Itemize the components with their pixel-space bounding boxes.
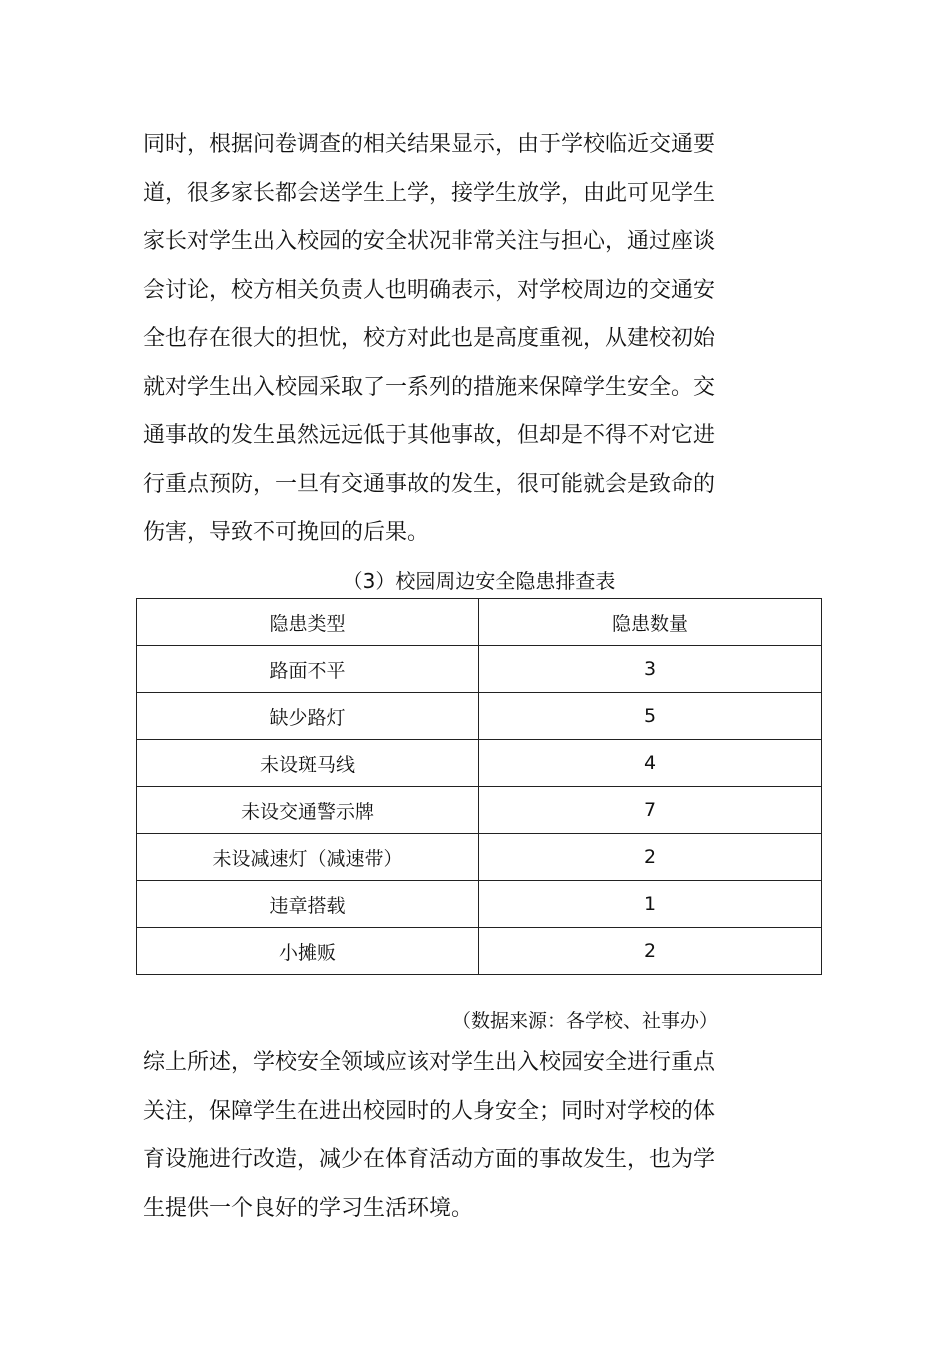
hazard-type-cell: 路面不平 bbox=[137, 646, 479, 693]
table-row bbox=[137, 646, 822, 693]
hazard-count-cell: 3 bbox=[479, 646, 822, 693]
header-hazard-type: 隐患类型 bbox=[137, 599, 479, 646]
hazard-type-cell: 未设斑马线 bbox=[137, 740, 479, 787]
text-line: 道，很多家长都会送学生上学，接学生放学，由此可见学生 bbox=[143, 180, 716, 206]
hazard-table bbox=[136, 598, 822, 975]
text-line: 育设施进行改造，减少在体育活动方面的事故发生，也为学 bbox=[143, 1147, 716, 1172]
text-line: 行重点预防，一旦有交通事故的发生，很可能就会是致命的 bbox=[143, 471, 716, 497]
hazard-count-cell: 7 bbox=[479, 787, 822, 834]
hazard-type-cell: 缺少路灯 bbox=[137, 693, 479, 740]
text-line: 综上所述，学校安全领域应该对学生出入校园安全进行重点 bbox=[143, 1050, 716, 1075]
text-line: 关注，保障学生在进出校园时的人身安全；同时对学校的体 bbox=[143, 1098, 716, 1124]
data-source-note: （数据来源：各学校、社事办） bbox=[452, 1010, 719, 1032]
paragraph-traffic-concern bbox=[143, 121, 743, 558]
text-line: 会讨论，校方相关负责人也明确表示，对学校周边的交通安 bbox=[143, 277, 716, 303]
text-line: 通事故的发生虽然远远低于其他事故，但却是不得不对它进 bbox=[143, 423, 716, 448]
text-line: 家长对学生出入校园的安全状况非常关注与担心，通过座谈 bbox=[143, 229, 716, 254]
text-line: 就对学生出入校园采取了一系列的措施来保障学生安全。交 bbox=[143, 374, 716, 400]
table-row bbox=[137, 834, 822, 881]
table-row bbox=[137, 740, 822, 787]
hazard-count-cell: 2 bbox=[479, 834, 822, 881]
header-hazard-count: 隐患数量 bbox=[479, 599, 822, 646]
table-caption: （3）校园周边安全隐患排查表 bbox=[342, 569, 616, 593]
table-row bbox=[137, 928, 822, 975]
text-line: 伤害，导致不可挽回的后果。 bbox=[143, 520, 430, 545]
hazard-type-cell: 小摊贩 bbox=[137, 928, 479, 975]
table-header-row bbox=[137, 599, 822, 646]
table-row bbox=[137, 787, 822, 834]
hazard-type-cell: 违章搭载 bbox=[137, 881, 479, 928]
text-line: 同时，根据问卷调查的相关结果显示，由于学校临近交通要 bbox=[143, 132, 716, 157]
hazard-type-cell: 未设交通警示牌 bbox=[137, 787, 479, 834]
text-line: 全也存在很大的担忧，校方对此也是高度重视，从建校初始 bbox=[143, 326, 716, 351]
table-row bbox=[137, 881, 822, 928]
table-row bbox=[137, 693, 822, 740]
hazard-type-cell: 未设减速灯（减速带） bbox=[137, 834, 479, 881]
text-line: 生提供一个良好的学习生活环境。 bbox=[143, 1195, 474, 1221]
paragraph-conclusion bbox=[143, 1039, 743, 1233]
hazard-count-cell: 2 bbox=[479, 928, 822, 975]
hazard-count-cell: 1 bbox=[479, 881, 822, 928]
hazard-count-cell: 4 bbox=[479, 740, 822, 787]
hazard-count-cell: 5 bbox=[479, 693, 822, 740]
